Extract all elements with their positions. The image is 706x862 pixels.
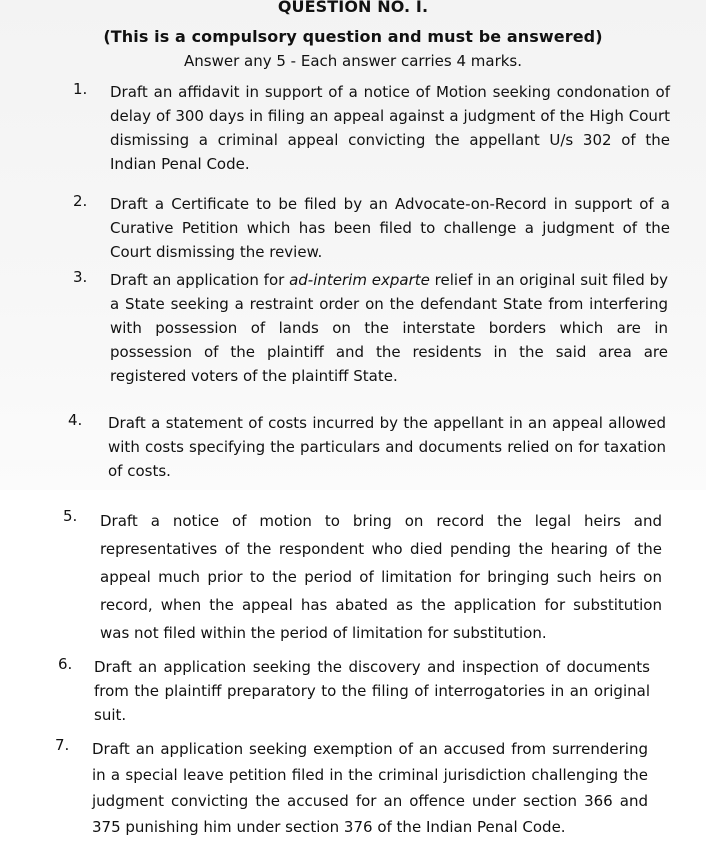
question-text-part: relief in an original suit filed by a State seeking a restraint order on the defendant State from interfering with possession of lands on the interstate borders which are in possession of the plaintiff and the residents in the said area are registered voters of the plaintiff State. bbox=[110, 271, 668, 385]
question-text: Draft a Certificate to be filed by an Advocate-on-Record in support of a Curative Petition which has been filed to challenge a judgment of the Court dismissing the review. bbox=[110, 195, 670, 261]
question-text: Draft an application seeking exemption of an accused from surrendering in a special leave petition filed in the criminal jurisdiction challenging the judgment convicting the accused for an offence under section 366 and 375 punishing him under section 376 of the Indian Penal Code. bbox=[92, 740, 648, 836]
question-text: Draft an affidavit in support of a notice of Motion seeking condonation of delay of 300 days in filing an appeal against a judgment of the High Court dismissing a criminal appeal convicting the appellant U/s 302 of the Indian Penal Code. bbox=[110, 83, 670, 173]
question-text bbox=[110, 268, 668, 388]
question-number: 3. bbox=[73, 268, 88, 286]
question-number: 1. bbox=[73, 80, 88, 98]
question-text: Draft an application seeking the discovery and inspection of documents from the plaintiff preparatory to the filing of interrogatories in an original suit. bbox=[94, 658, 650, 724]
question-number: 5. bbox=[63, 507, 78, 525]
question-number: 7. bbox=[55, 736, 70, 754]
question-number: 4. bbox=[68, 411, 83, 429]
question-text-italic: ad-interim exparte bbox=[289, 271, 430, 289]
question-title: QUESTION NO. I. bbox=[277, 0, 429, 16]
question-subtitle: (This is a compulsory question and must be answered) bbox=[103, 27, 603, 46]
question-number: 6. bbox=[58, 655, 73, 673]
question-number: 2. bbox=[73, 192, 88, 210]
answer-instruction: Answer any 5 - Each answer carries 4 marks. bbox=[183, 52, 523, 70]
question-text-part: Draft an application for bbox=[110, 271, 290, 289]
question-text: Draft a notice of motion to bring on record the legal heirs and representatives of the respondent who died pending the hearing of the appeal much prior to the period of limitation for bringing such heirs on record, when the appeal has abated as the application for substitution was not filed within the period of limitation for substitution. bbox=[100, 512, 662, 642]
question-text: Draft a statement of costs incurred by the appellant in an appeal allowed with costs specifying the particulars and documents relied on for taxation of costs. bbox=[108, 414, 666, 480]
